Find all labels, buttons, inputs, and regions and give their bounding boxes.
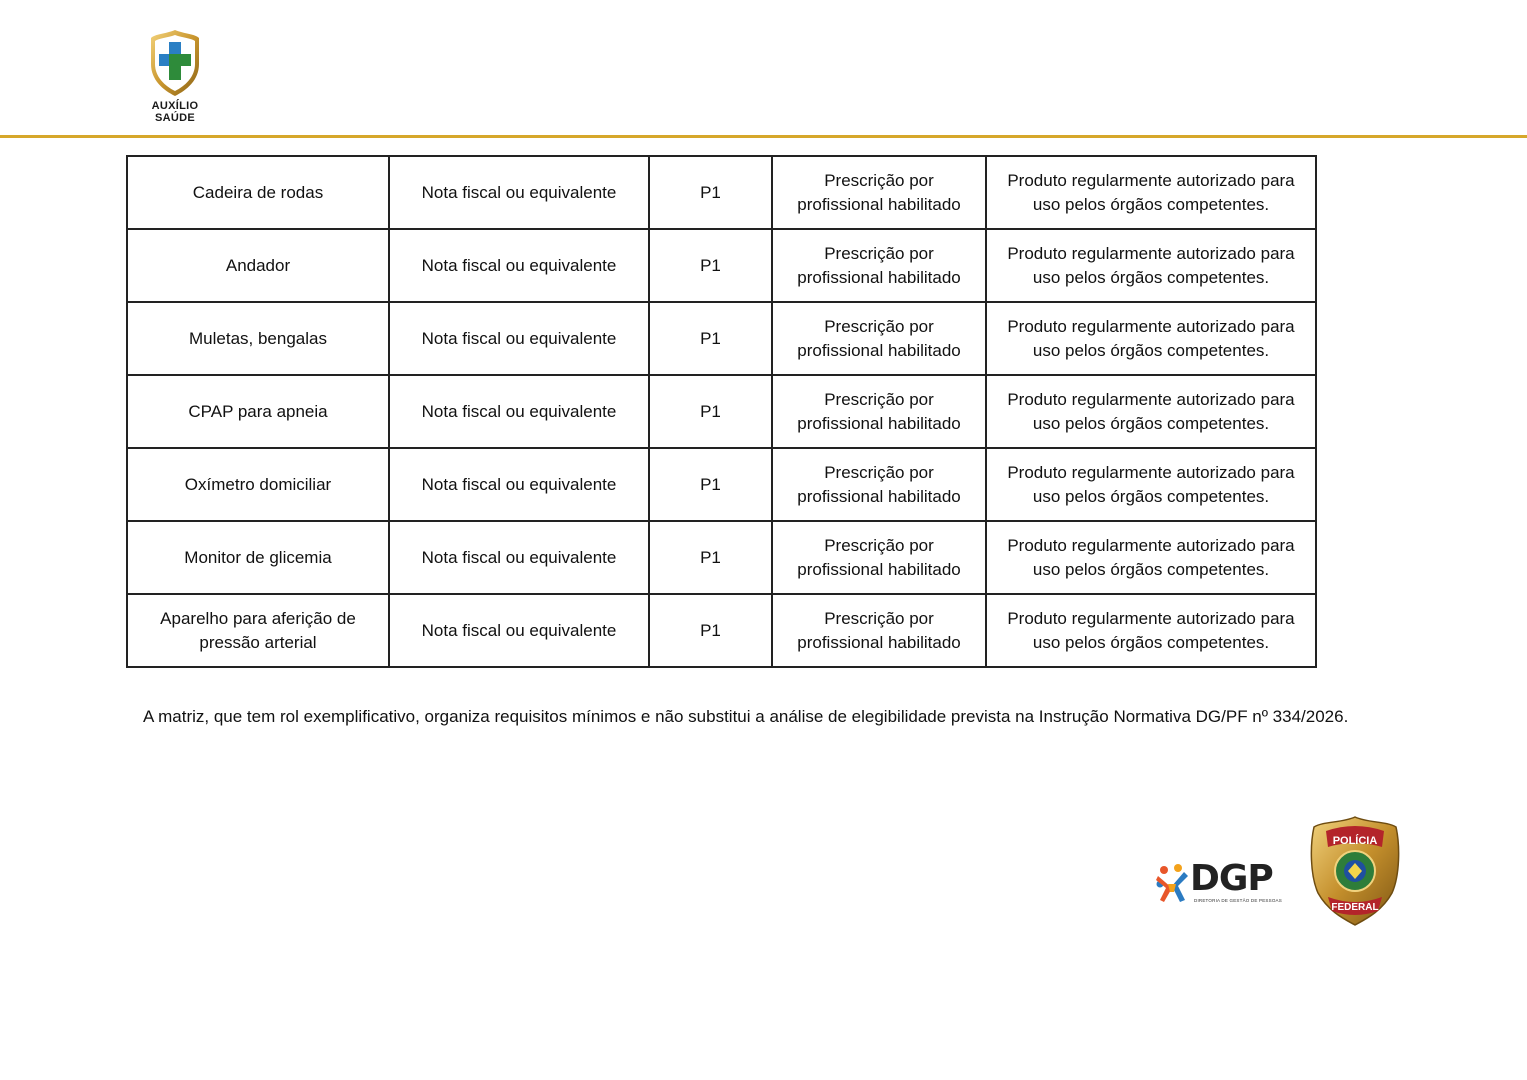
level-cell: P1 bbox=[649, 302, 772, 375]
table-row bbox=[127, 594, 1316, 667]
level-cell: P1 bbox=[649, 594, 772, 667]
item-cell: Oxímetro domiciliar bbox=[127, 448, 389, 521]
requirement-cell: Produto regularmente autorizado para uso pelos órgãos competentes. bbox=[986, 521, 1316, 594]
document-cell: Nota fiscal ou equivalente bbox=[389, 156, 649, 229]
federal-police-badge-icon bbox=[1308, 815, 1402, 927]
dgp-logo bbox=[1154, 860, 1284, 908]
item-cell: Muletas, bengalas bbox=[127, 302, 389, 375]
document-cell: Nota fiscal ou equivalente bbox=[389, 594, 649, 667]
dgp-people-icon bbox=[1154, 862, 1194, 906]
document-cell: Nota fiscal ou equivalente bbox=[389, 521, 649, 594]
requirement-cell: Produto regularmente autorizado para uso pelos órgãos competentes. bbox=[986, 229, 1316, 302]
badge-bottom-text: FEDERAL bbox=[1331, 902, 1379, 913]
prescription-cell: Prescrição por profissional habilitado bbox=[772, 448, 986, 521]
requirements-table bbox=[126, 155, 1317, 668]
table-row bbox=[127, 448, 1316, 521]
auxilio-saude-logo bbox=[140, 28, 210, 128]
requirement-cell: Produto regularmente autorizado para uso pelos órgãos competentes. bbox=[986, 375, 1316, 448]
logo-label-line1: AUXÍLIO bbox=[151, 100, 199, 112]
level-cell: P1 bbox=[649, 375, 772, 448]
item-cell: CPAP para apneia bbox=[127, 375, 389, 448]
dgp-wordmark: DGP bbox=[1190, 858, 1273, 899]
medical-cross-shield-icon bbox=[147, 28, 203, 98]
document-cell: Nota fiscal ou equivalente bbox=[389, 302, 649, 375]
item-cell: Aparelho para aferição de pressão arterial bbox=[127, 594, 389, 667]
prescription-cell: Prescrição por profissional habilitado bbox=[772, 594, 986, 667]
requirement-cell: Produto regularmente autorizado para uso pelos órgãos competentes. bbox=[986, 302, 1316, 375]
requirement-cell: Produto regularmente autorizado para uso pelos órgãos competentes. bbox=[986, 594, 1316, 667]
table-row bbox=[127, 521, 1316, 594]
policia-federal-badge bbox=[1308, 815, 1402, 927]
level-cell: P1 bbox=[649, 229, 772, 302]
prescription-cell: Prescrição por profissional habilitado bbox=[772, 302, 986, 375]
prescription-cell: Prescrição por profissional habilitado bbox=[772, 521, 986, 594]
document-cell: Nota fiscal ou equivalente bbox=[389, 448, 649, 521]
table-row bbox=[127, 302, 1316, 375]
footnote-text: A matriz, que tem rol exemplificativo, organiza requisitos mínimos e não substitui a análise de elegibilidade prevista na Instrução Normativa DG/PF nº 334/2026. bbox=[143, 707, 1349, 726]
table-row bbox=[127, 375, 1316, 448]
item-cell: Andador bbox=[127, 229, 389, 302]
level-cell: P1 bbox=[649, 156, 772, 229]
document-cell: Nota fiscal ou equivalente bbox=[389, 229, 649, 302]
badge-top-text: POLÍCIA bbox=[1332, 835, 1378, 847]
logo-label-line2: SAÚDE bbox=[154, 112, 195, 124]
table-row bbox=[127, 229, 1316, 302]
prescription-cell: Prescrição por profissional habilitado bbox=[772, 375, 986, 448]
logo-label bbox=[140, 100, 210, 124]
document-cell: Nota fiscal ou equivalente bbox=[389, 375, 649, 448]
table-row bbox=[127, 156, 1316, 229]
requirement-cell: Produto regularmente autorizado para uso pelos órgãos competentes. bbox=[986, 156, 1316, 229]
dgp-subtitle: DIRETORIA DE GESTÃO DE PESSOAS bbox=[1194, 898, 1282, 903]
item-cell: Cadeira de rodas bbox=[127, 156, 389, 229]
item-cell: Monitor de glicemia bbox=[127, 521, 389, 594]
prescription-cell: Prescrição por profissional habilitado bbox=[772, 229, 986, 302]
level-cell: P1 bbox=[649, 521, 772, 594]
prescription-cell: Prescrição por profissional habilitado bbox=[772, 156, 986, 229]
level-cell: P1 bbox=[649, 448, 772, 521]
header-divider bbox=[0, 135, 1527, 138]
requirement-cell: Produto regularmente autorizado para uso pelos órgãos competentes. bbox=[986, 448, 1316, 521]
